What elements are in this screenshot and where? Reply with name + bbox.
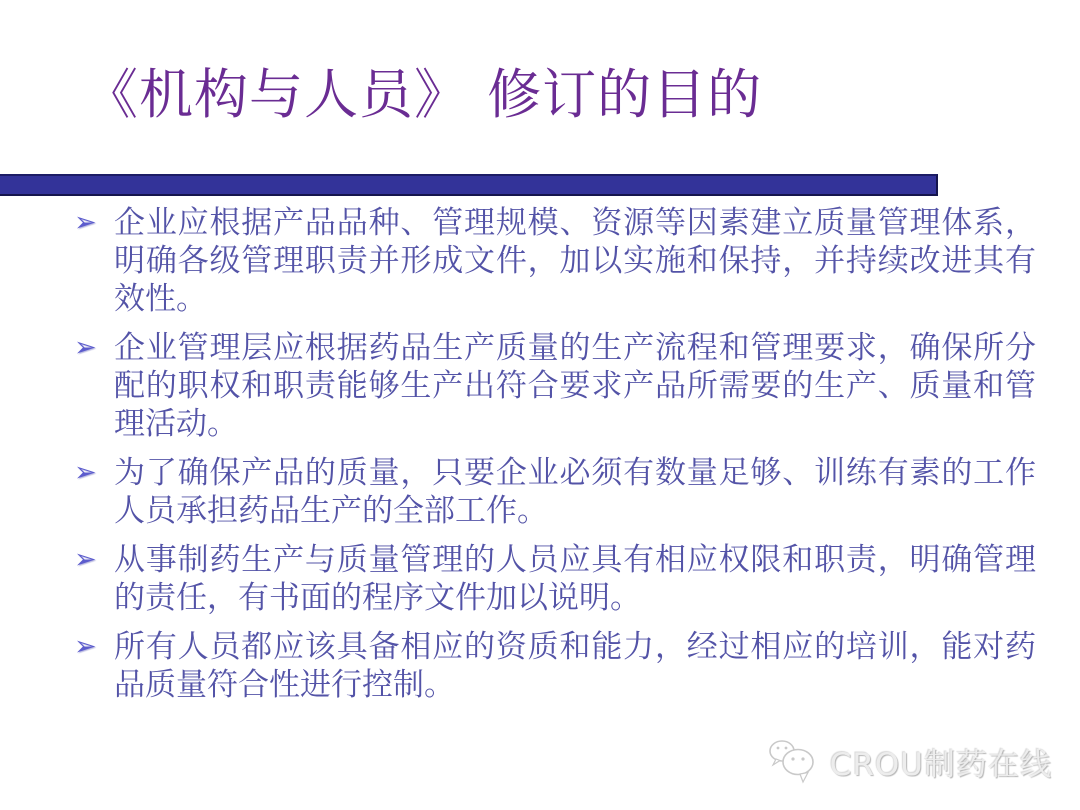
bullet-text: 为了确保产品的质量，只要企业必须有数量足够、训练有素的工作人员承担药品生产的全部工作。 [114,455,1036,529]
bullet-item [74,454,1036,530]
bullet-item [74,329,1036,443]
bullet-text: 从事制药生产与质量管理的人员应具有相应权限和职责，明确管理的责任，有书面的程序文件加以说明。 [114,542,1036,616]
arrow-bullet-icon: ➢ [74,207,97,238]
bullet-list [74,204,1036,715]
wechat-bubbles-icon [766,738,822,784]
arrow-bullet-icon: ➢ [74,457,97,488]
bullet-text: 企业管理层应根据药品生产质量的生产流程和管理要求，确保所分配的职权和职责能够生产出符合要求产品所需要的生产、质量和管理活动。 [114,330,1036,442]
arrow-bullet-icon: ➢ [74,332,97,363]
arrow-bullet-icon: ➢ [74,631,97,662]
bullet-item [74,541,1036,617]
bullet-text: 所有人员都应该具备相应的资质和能力，经过相应的培训，能对药品质量符合性进行控制。 [114,629,1036,703]
slide-title: 《机构与人员》 修订的目的 [84,63,763,126]
bullet-item [74,204,1036,318]
bullet-text: 企业应根据产品品种、管理规模、资源等因素建立质量管理体系，明确各级管理职责并形成文件，加以实施和保持，并持续改进其有效性。 [114,205,1036,317]
watermark-label: CROU制药在线 [829,746,1052,783]
arrow-bullet-icon: ➢ [74,544,97,575]
title-divider-bar [0,174,938,196]
bullet-item [74,628,1036,704]
watermark [766,738,1052,784]
